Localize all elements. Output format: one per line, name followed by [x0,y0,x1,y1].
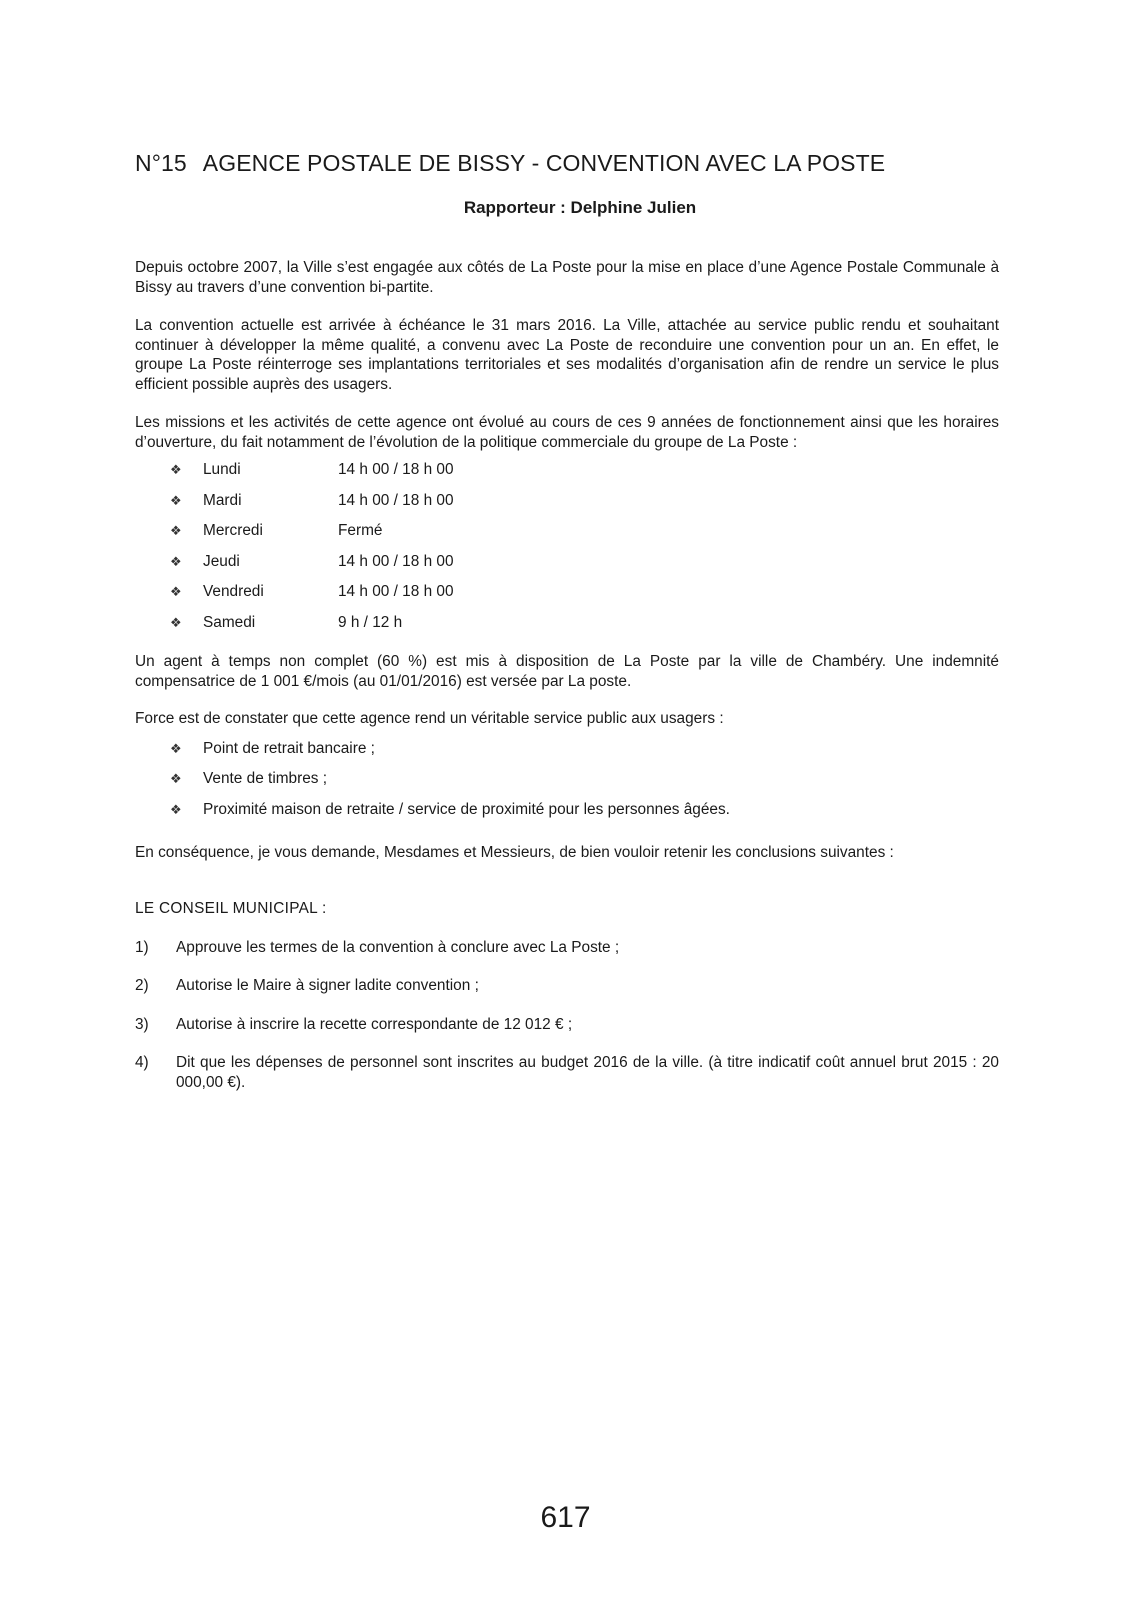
hours-time: 14 h 00 / 18 h 00 [338,491,454,509]
list-item [135,938,999,958]
paragraph-agent: Un agent à temps non complet (60 %) est mis à disposition de La Poste par la ville de Chambéry. Une indemnité compensatrice de 1 001 €/mois (au 01/01/2016) est versée par La poste. [135,653,999,690]
list-item [135,976,999,996]
conseil-heading: LE CONSEIL MUNICIPAL : [135,899,327,917]
list-item [135,455,999,486]
hours-day: Mercredi [203,522,263,539]
paragraph-conclusion: En conséquence, je vous demande, Mesdames et Messieurs, de bien vouloir retenir les conclusions suivantes : [135,844,894,861]
diamond-bullet-icon: ❖ [170,740,182,756]
decision-number: 1) [135,938,149,956]
decision-number: 2) [135,977,149,994]
diamond-bullet-icon: ❖ [170,614,182,630]
hours-time: 9 h / 12 h [338,613,403,631]
hours-day: Mardi [203,491,242,509]
paragraph-intro: Depuis octobre 2007, la Ville s’est engagée aux côtés de La Poste pour la mise en place d’une Agence Postale Communale à Bissy au travers d’une convention bi-partite. [135,259,999,296]
decision-number: 4) [135,1054,149,1071]
rapporteur: Rapporteur : Delphine Julien [463,198,697,217]
list-item [135,764,999,795]
hours-time: 14 h 00 / 18 h 00 [338,461,454,478]
diamond-bullet-icon: ❖ [170,801,182,817]
hours-day: Jeudi [203,552,240,570]
hours-day: Vendredi [203,583,264,600]
hours-day: Samedi [203,613,256,631]
diamond-bullet-icon: ❖ [170,584,182,599]
list-item [135,795,999,826]
title-text: AGENCE POSTALE DE BISSY - CONVENTION AVEC LA POSTE [202,150,886,176]
decision-text: Autorise à inscrire la recette correspondante de 12 012 € ; [176,1015,573,1033]
page-number: 617 [540,1501,591,1534]
list-item [135,516,999,547]
list-item [135,486,999,517]
list-item [135,734,999,765]
decisions-list [135,938,999,1093]
list-item [135,1015,999,1035]
list-item [135,547,999,578]
diamond-bullet-icon: ❖ [170,462,182,477]
hours-time: Fermé [338,522,383,539]
paragraph-convention: La convention actuelle est arrivée à échéance le 31 mars 2016. La Ville, attachée au service public rendu et souhaitant continuer à développer la même qualité, a convenu avec La Poste de reconduire une convention pour un an. En effet, le groupe La Poste réinterroge ses implantations territoriales et ses modalités d’organisation afin de rendre un service le plus efficient possible auprès des usagers. [135,317,999,393]
document-content [135,150,999,1111]
services-list [135,734,999,826]
hours-day: Lundi [203,461,241,478]
list-item [135,1053,999,1092]
item-number: N°15 [135,150,187,176]
paragraph-missions: Les missions et les activités de cette agence ont évolué au cours de ces 9 années de fonctionnement ainsi que les horaires d’ouverture, du fait notamment de l’évolution de la politique commerciale du groupe de La Poste : [135,414,999,451]
diamond-bullet-icon: ❖ [170,492,182,508]
diamond-bullet-icon: ❖ [170,771,182,786]
opening-hours-list [135,455,999,638]
list-item [135,577,999,608]
paragraph-service-public: Force est de constater que cette agence rend un véritable service public aux usagers : [135,710,724,727]
service-text: Point de retrait bancaire ; [203,739,375,757]
diamond-bullet-icon: ❖ [170,523,182,538]
decision-text: Dit que les dépenses de personnel sont inscrites au budget 2016 de la ville. (à titre indicatif coût annuel brut 2015 : 20 000,00 €). [176,1054,999,1091]
service-text: Vente de timbres ; [203,770,328,787]
list-item [135,608,999,639]
diamond-bullet-icon: ❖ [170,553,182,569]
hours-time: 14 h 00 / 18 h 00 [338,552,454,570]
decision-number: 3) [135,1015,149,1033]
service-text: Proximité maison de retraite / service de proximité pour les personnes âgées. [203,800,730,818]
hours-time: 14 h 00 / 18 h 00 [338,583,454,600]
document-title [135,150,999,177]
decision-text: Autorise le Maire à signer ladite convention ; [176,977,479,994]
decision-text: Approuve les termes de la convention à conclure avec La Poste ; [176,938,620,956]
